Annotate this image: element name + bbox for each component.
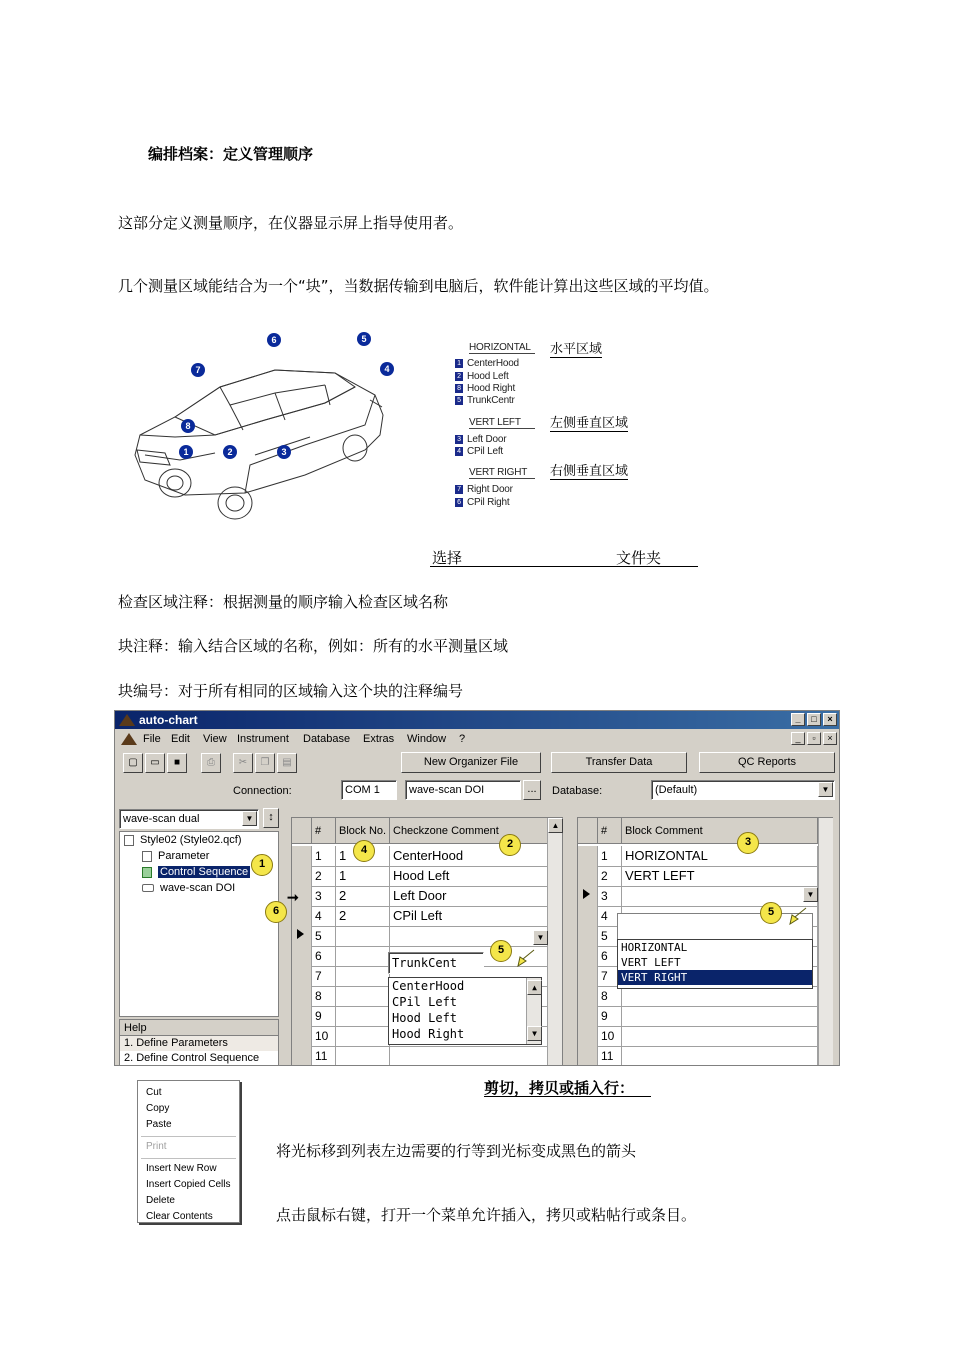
right-cell[interactable]: 4 — [598, 906, 622, 927]
right-row-indicator[interactable] — [578, 946, 598, 967]
chevron-down-icon[interactable]: ▼ — [533, 930, 548, 945]
left-cell[interactable]: 3 — [312, 886, 336, 907]
paragraph-blocks: 几个测量区域能结合为一个“块”，当数据传输到电脑后，软件能计算出这些区域的平均值。 — [118, 277, 719, 295]
legend-vertright-title: VERT RIGHT — [469, 467, 535, 479]
left-cell[interactable]: CenterHood — [390, 846, 548, 867]
paste-icon[interactable]: ▤ — [277, 753, 297, 773]
dropdown-option[interactable]: VERT LEFT — [621, 956, 681, 969]
left-cell[interactable] — [336, 926, 390, 947]
legend-vertleft-zh: 左侧垂直区域 — [550, 412, 628, 432]
right-cell[interactable]: 2 — [598, 866, 622, 887]
tree-node[interactable]: wave-scan DOI — [142, 882, 235, 894]
maximize-button[interactable]: □ — [807, 713, 821, 726]
instruction-1: 将光标移到列表左边需要的行等到光标变成黑色的箭头 — [276, 1142, 637, 1160]
menu-instrument[interactable]: Instrument — [237, 733, 289, 745]
print-icon[interactable]: ⎙ — [201, 753, 221, 773]
instrument-icon — [142, 884, 154, 892]
current-row-icon — [297, 929, 304, 939]
right-row-indicator[interactable] — [578, 1026, 598, 1047]
left-cell[interactable]: 10 — [312, 1026, 336, 1047]
right-cell[interactable] — [622, 886, 818, 907]
right-cell[interactable]: 5 — [598, 926, 622, 947]
right-cell[interactable]: 11 — [598, 1046, 622, 1066]
left-cell[interactable] — [390, 926, 548, 947]
sort-button[interactable]: ↕ — [263, 808, 279, 828]
left-cell[interactable]: 9 — [312, 1006, 336, 1027]
left-row-indicator[interactable] — [292, 846, 312, 867]
right-cell[interactable]: VERT LEFT — [622, 866, 818, 887]
sequence-icon — [142, 867, 152, 878]
right-cell[interactable] — [622, 1046, 818, 1066]
menu-extras[interactable]: Extras — [363, 733, 395, 745]
close-button[interactable]: × — [823, 713, 837, 726]
right-header[interactable]: # — [598, 818, 622, 844]
callout-badge: 3 — [737, 832, 759, 854]
menu-file[interactable]: File — [143, 733, 161, 745]
left-row-indicator[interactable] — [292, 966, 312, 987]
left-row-indicator[interactable] — [292, 906, 312, 927]
note-block-number: 块编号：对于所有相同的区域输入这个块的注释编号 — [118, 682, 464, 700]
row-select-arrow-icon: ➞ — [287, 889, 299, 905]
menu-window[interactable]: Window — [407, 733, 447, 745]
new-file-icon[interactable]: ▢ — [123, 753, 143, 773]
right-cell[interactable] — [622, 986, 818, 1007]
menu-item-paste[interactable]: Paste — [146, 1119, 172, 1130]
parameter-icon — [142, 851, 152, 862]
app-title: auto-chart — [139, 713, 198, 727]
left-cell[interactable]: Left Door — [390, 886, 548, 907]
left-cell[interactable]: 1 — [336, 866, 390, 887]
callout-badge: 4 — [353, 840, 375, 862]
marker-8: 8 — [181, 419, 195, 433]
menu-help[interactable]: ? — [459, 733, 466, 745]
pointer-arrow-icon — [789, 907, 807, 925]
left-corner — [292, 818, 312, 844]
right-row-indicator[interactable] — [578, 846, 598, 867]
left-cell[interactable]: 11 — [312, 1046, 336, 1066]
doc-icon — [121, 733, 137, 745]
dropdown-option[interactable]: CenterHood — [392, 979, 465, 993]
dropdown-scrollbar[interactable] — [526, 978, 541, 1044]
legend-item: 1 CenterHood — [455, 358, 519, 369]
left-grid-scrollbar[interactable] — [547, 818, 562, 1066]
scroll-down-icon[interactable]: ▼ — [527, 1026, 542, 1041]
menu-item-print[interactable]: Print — [146, 1141, 167, 1152]
right-row-indicator[interactable] — [578, 926, 598, 947]
left-cell[interactable]: 1 — [336, 846, 390, 867]
context-menu — [137, 1080, 240, 1223]
marker-3: 3 — [277, 445, 291, 459]
left-cell[interactable] — [336, 1046, 390, 1066]
device-combo[interactable] — [119, 809, 259, 829]
copy-icon[interactable]: ❐ — [255, 753, 275, 773]
block-dropdown — [617, 939, 813, 989]
help-title: Help — [120, 1020, 278, 1036]
right-row-indicator[interactable] — [578, 1006, 598, 1027]
dropdown-option[interactable]: CPil Left — [392, 995, 458, 1009]
select-label: 选择 — [432, 549, 463, 567]
note-block: 块注释：输入结合区域的名称，例如：所有的水平测量区域 — [118, 637, 509, 655]
left-cell[interactable]: 2 — [312, 866, 336, 887]
minimize-button[interactable]: _ — [791, 713, 805, 726]
menu-edit[interactable]: Edit — [171, 733, 190, 745]
left-cell[interactable] — [336, 986, 390, 1007]
car-diagram — [125, 325, 395, 525]
marker-5: 5 — [357, 332, 371, 346]
qc-reports-button[interactable]: QC Reports — [699, 752, 835, 773]
browse-button[interactable]: ... — [523, 780, 541, 800]
legend-vertleft-title: VERT LEFT — [469, 417, 535, 429]
right-row-indicator[interactable] — [578, 986, 598, 1007]
right-corner — [578, 818, 598, 844]
left-cell[interactable]: 5 — [312, 926, 336, 947]
left-cell[interactable] — [390, 1046, 548, 1066]
callout-badge: 5 — [490, 940, 512, 962]
checkzone-edit-field[interactable]: TrunkCent — [388, 952, 484, 974]
child-minimize-button[interactable]: _ — [791, 732, 805, 745]
dropdown-option-selected[interactable]: VERT RIGHT — [618, 970, 812, 985]
database-select[interactable] — [651, 780, 835, 800]
left-cell[interactable]: 4 — [312, 906, 336, 927]
chevron-down-icon[interactable]: ▼ — [242, 811, 257, 826]
child-close-button[interactable]: × — [823, 732, 837, 745]
marker-1: 1 — [179, 445, 193, 459]
menu-database[interactable]: Database — [303, 733, 351, 745]
callout-badge: 6 — [265, 901, 287, 923]
note-checkzone: 检查区域注释：根据测量的顺序输入检查区域名称 — [118, 593, 449, 611]
right-cell[interactable]: HORIZONTAL — [622, 846, 818, 867]
database-value: (Default) — [655, 784, 698, 796]
marker-7: 7 — [191, 363, 205, 377]
legend-horizontal-zh: 水平区域 — [550, 338, 602, 358]
new-organizer-button[interactable]: New Organizer File — [401, 752, 541, 773]
left-row-indicator[interactable] — [292, 946, 312, 967]
legend-item: 3 Left Door — [455, 434, 506, 445]
menu-item-insert-copied[interactable]: Insert Copied Cells — [146, 1179, 231, 1190]
block-edit-field[interactable] — [617, 913, 813, 939]
tree-node-selected[interactable]: Control Sequence — [142, 866, 250, 878]
chevron-down-icon[interactable]: ▼ — [803, 887, 818, 902]
left-row-indicator[interactable] — [292, 866, 312, 887]
title-bar — [115, 711, 839, 729]
right-cell[interactable] — [622, 1006, 818, 1027]
left-cell[interactable] — [336, 1006, 390, 1027]
tree-node[interactable]: Parameter — [142, 850, 209, 862]
transfer-data-button[interactable]: Transfer Data — [551, 752, 687, 773]
callout-badge: 1 — [251, 854, 273, 876]
menu-item-cut[interactable]: Cut — [146, 1087, 162, 1098]
dropdown-option[interactable]: Hood Right — [392, 1027, 465, 1041]
right-cell[interactable]: 7 — [598, 966, 622, 987]
left-cell[interactable] — [336, 1026, 390, 1047]
menu-view[interactable]: View — [203, 733, 227, 745]
legend-item: 7 Right Door — [455, 484, 513, 495]
right-row-indicator[interactable] — [578, 1046, 598, 1066]
scroll-up-icon[interactable]: ▲ — [548, 818, 563, 833]
menu-item-copy[interactable]: Copy — [146, 1103, 170, 1114]
left-header[interactable]: # — [312, 818, 336, 844]
page-heading: 编排档案：定义管理顺序 — [148, 145, 314, 163]
device-field[interactable]: wave-scan DOI — [405, 780, 521, 800]
left-cell[interactable]: 8 — [312, 986, 336, 1007]
right-row-indicator[interactable] — [578, 966, 598, 987]
right-cell[interactable]: 3 — [598, 886, 622, 907]
legend-item: 6 CPil Right — [455, 497, 509, 508]
app-logo-icon — [119, 714, 135, 726]
car-illustration — [125, 325, 395, 525]
open-folder-icon[interactable]: ▭ — [145, 753, 165, 773]
tree-node[interactable]: Style02 (Style02.qcf) — [124, 834, 242, 846]
left-row-indicator[interactable] — [292, 986, 312, 1007]
instruction-2: 点击鼠标右键，打开一个菜单允许插入，拷贝或粘帖行或条目。 — [276, 1206, 697, 1224]
pointer-arrow-icon — [517, 949, 535, 967]
callout-badge: 5 — [760, 902, 782, 924]
marker-2: 2 — [223, 445, 237, 459]
right-cell[interactable]: 1 — [598, 846, 622, 867]
left-cell[interactable]: 2 — [336, 886, 390, 907]
right-grid-scrollbar[interactable] — [818, 818, 833, 1066]
callout-badge: 2 — [499, 834, 521, 856]
select-folder-line — [430, 547, 698, 567]
dropdown-option[interactable]: Hood Left — [392, 1011, 458, 1025]
save-icon[interactable]: ■ — [167, 753, 187, 773]
left-row-indicator[interactable] — [292, 1026, 312, 1047]
help-item[interactable]: 2. Define Control Sequence — [124, 1052, 260, 1064]
help-panel — [119, 1019, 279, 1066]
cut-copy-heading: 剪切，拷贝或插入行： — [484, 1077, 651, 1097]
file-icon — [124, 835, 134, 846]
folder-label: 文件夹 — [616, 549, 662, 567]
right-cell[interactable]: 9 — [598, 1006, 622, 1027]
legend-item: 4 CPil Left — [455, 446, 503, 457]
left-cell[interactable]: 7 — [312, 966, 336, 987]
menu-separator — [141, 1155, 236, 1159]
left-row-indicator[interactable] — [292, 1046, 312, 1066]
menu-item-insert-row[interactable]: Insert New Row — [146, 1163, 217, 1174]
menu-bar — [115, 729, 839, 749]
right-row-indicator[interactable] — [578, 906, 598, 927]
left-cell[interactable]: CPil Left — [390, 906, 548, 927]
app-window — [114, 710, 840, 1066]
menu-item-clear[interactable]: Clear Contents — [146, 1211, 213, 1222]
dropdown-option[interactable]: HORIZONTAL — [621, 941, 688, 954]
scroll-up-icon[interactable]: ▲ — [527, 980, 542, 995]
legend-item: 5 TrunkCentr — [455, 395, 515, 406]
left-row-indicator[interactable] — [292, 1006, 312, 1027]
device-combo-value: wave-scan dual — [123, 813, 200, 825]
chevron-down-icon[interactable]: ▼ — [818, 782, 833, 797]
connection-label: Connection: — [233, 785, 292, 797]
right-cell[interactable]: 10 — [598, 1026, 622, 1047]
marker-4: 4 — [380, 362, 394, 376]
left-cell[interactable]: 2 — [336, 906, 390, 927]
marker-6: 6 — [267, 333, 281, 347]
left-header[interactable]: Checkzone Comment — [390, 818, 548, 844]
legend-item: 2 Hood Left — [455, 371, 509, 382]
menu-separator — [141, 1133, 236, 1137]
right-cell[interactable]: 8 — [598, 986, 622, 1007]
cut-icon[interactable]: ✂ — [233, 753, 253, 773]
child-restore-button[interactable]: ▫ — [807, 732, 821, 745]
legend-horizontal-title: HORIZONTAL — [469, 342, 535, 354]
legend-vertright-zh: 右侧垂直区域 — [550, 460, 628, 480]
paragraph-sequence: 这部分定义测量顺序，在仪器显示屏上指导使用者。 — [118, 214, 464, 232]
right-header[interactable]: Block Comment — [622, 818, 818, 844]
right-cell[interactable]: 6 — [598, 946, 622, 967]
help-item[interactable]: 1. Define Parameters — [120, 1036, 278, 1051]
connection-field[interactable]: COM 1 — [341, 780, 397, 800]
database-label: Database: — [552, 785, 603, 797]
checkzone-dropdown — [388, 977, 542, 1045]
left-cell[interactable] — [336, 966, 390, 987]
right-row-indicator[interactable] — [578, 866, 598, 887]
left-cell[interactable]: 6 — [312, 946, 336, 967]
left-cell[interactable] — [336, 946, 390, 967]
menu-item-delete[interactable]: Delete — [146, 1195, 175, 1206]
legend-item: 8 Hood Right — [455, 383, 515, 394]
current-row-icon — [583, 889, 590, 899]
right-cell[interactable] — [622, 1026, 818, 1047]
left-header[interactable]: Block No. — [336, 818, 390, 844]
left-cell[interactable]: 1 — [312, 846, 336, 867]
left-cell[interactable]: Hood Left — [390, 866, 548, 887]
